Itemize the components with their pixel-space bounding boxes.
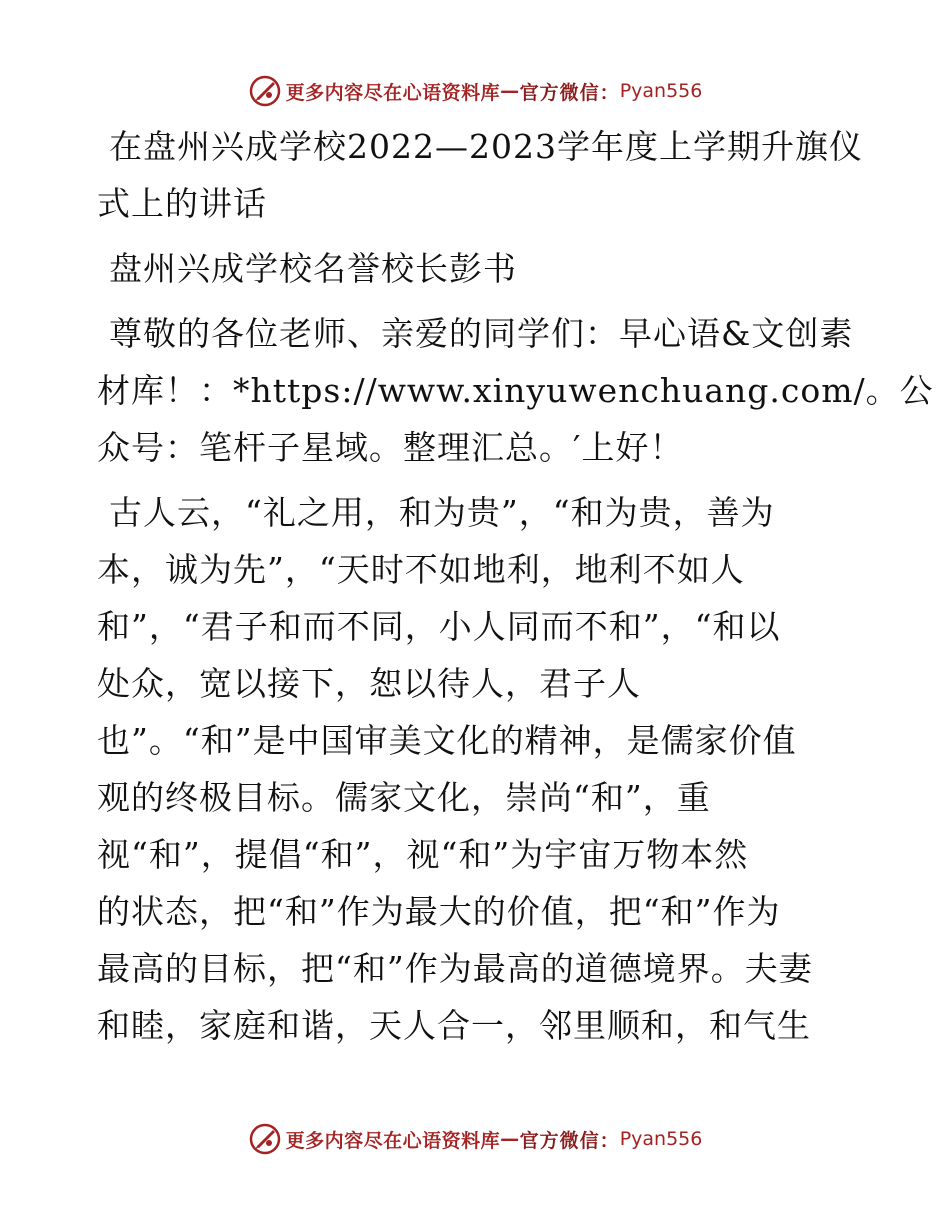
- title-line: 在盘州兴成学校2022—2023学年度上学期升旗仪: [109, 127, 863, 166]
- body-line: 处众，宽以接下，恕以待人，君子人: [97, 664, 641, 703]
- body-line: 视“和”，提倡“和”，视“和”为宇宙万物本然: [97, 835, 749, 874]
- author-text: 盘州兴成学校名誉校长彭书: [109, 249, 517, 288]
- banner-dash: —: [500, 80, 520, 102]
- banner-wechat-label: 官方微信：: [519, 1129, 620, 1152]
- header-banner: [0, 71, 950, 111]
- greeting-line: 材库！：*https://www.xinyuwenchuang.com/。公: [97, 371, 934, 410]
- banner-text: 更多内容尽在心语资料库: [285, 81, 501, 104]
- banner-wechat-id: Pyan556: [619, 1128, 703, 1150]
- body-line: 最高的目标，把“和”作为最高的道德境界。夫妻: [97, 949, 813, 988]
- banner-wechat-label: 官方微信：: [519, 81, 620, 104]
- banner-wechat-id: Pyan556: [619, 80, 703, 102]
- footer-banner: [0, 1119, 950, 1159]
- document-title: [97, 118, 863, 232]
- body-line: 和睦，家庭和谐，天人合一，邻里顺和，和气生: [97, 1006, 811, 1045]
- greeting-line: 尊敬的各位老师、亲爱的同学们：早心语&文创素: [109, 314, 854, 353]
- body-line: 也”。“和”是中国审美文化的精神，是儒家价值: [97, 721, 797, 760]
- greeting-paragraph: [97, 305, 934, 476]
- greeting-line: 众号：笔杆子星域。整理汇总。′上好！: [97, 428, 684, 467]
- author-line: [97, 240, 857, 297]
- brand-logo-icon: [248, 74, 282, 108]
- body-line: 本，诚为先”，“天时不如地利，地利不如人: [97, 550, 745, 589]
- document-body: [97, 118, 934, 1062]
- body-paragraph: [97, 484, 857, 1054]
- body-line: 观的终极目标。儒家文化，崇尚“和”，重: [97, 778, 711, 817]
- banner-text: 更多内容尽在心语资料库: [285, 1129, 501, 1152]
- body-line: 和”，“君子和而不同，小人同而不和”，“和以: [97, 607, 781, 646]
- body-line: 的状态，把“和”作为最大的价值，把“和”作为: [97, 892, 781, 931]
- brand-logo-icon: [248, 1122, 282, 1156]
- title-line: 式上的讲话: [97, 184, 267, 223]
- banner-dash: —: [500, 1128, 520, 1150]
- body-line: 古人云，“礼之用，和为贵”，“和为贵，善为: [109, 493, 775, 532]
